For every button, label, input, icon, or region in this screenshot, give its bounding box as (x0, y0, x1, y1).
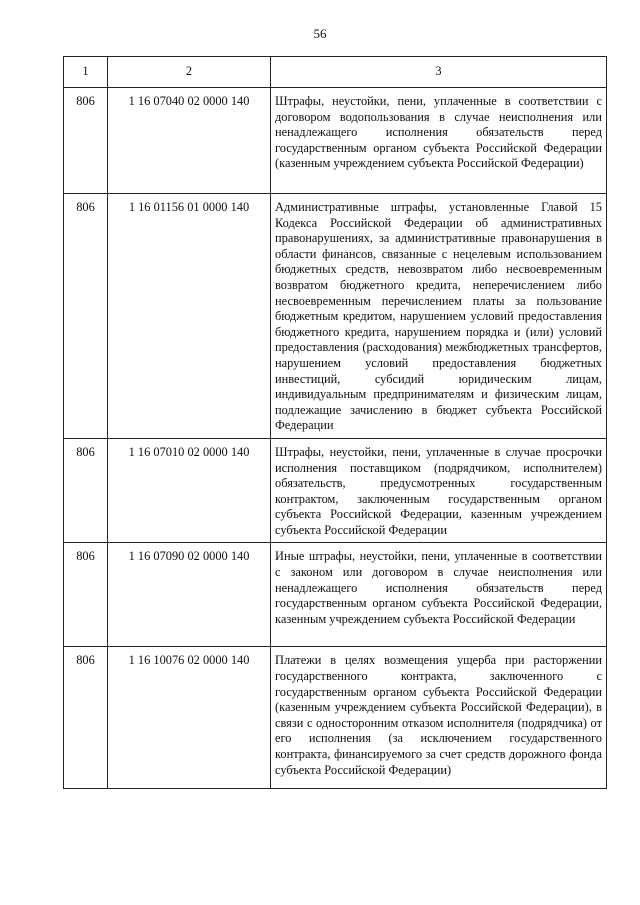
description-cell: Административные штрафы, установленные Главой 15 Кодекса Российской Федерации об административных правонарушениях, за административные правонарушения в области финансов, связанные с нецелевым использованием бюджетных средств, невозвратом либо несвоевременным возвратом бюджетного кредита, неперечислением либо несвоевременным перечислением платы за пользование бюджетным кредитом, нарушением условий предоставления бюджетного кредита, нарушением порядка и (или) условий предоставления (расходования) межбюджетных трансфертов, нарушением условий предоставления бюджетных инвестиций, субсидий юридическим лицам, индивидуальным предпринимателям и физическим лицам, подлежащие зачислению в бюджет субъекта Российской Федерации (271, 194, 607, 439)
admin-code-cell: 806 (64, 543, 108, 647)
admin-code-cell: 806 (64, 647, 108, 789)
income-code-cell: 1 16 07090 02 0000 140 (108, 543, 271, 647)
income-code-cell: 1 16 10076 02 0000 140 (108, 647, 271, 789)
table-row (64, 543, 607, 647)
table-row (64, 647, 607, 789)
income-code-cell: 1 16 01156 01 0000 140 (108, 194, 271, 439)
column-header-1: 1 (64, 57, 108, 88)
page-number: 56 (313, 26, 327, 41)
description-cell: Штрафы, неустойки, пени, уплаченные в соответствии с договором водопользования в случае неисполнения или ненадлежащего исполнения обязательств перед государственным органом субъекта Российской Федерации (казенным учреждением субъекта Российской Федерации) (271, 88, 607, 194)
admin-code-cell: 806 (64, 438, 108, 543)
admin-code-cell: 806 (64, 88, 108, 194)
admin-code-cell: 806 (64, 194, 108, 439)
table-row (64, 194, 607, 439)
income-code-cell: 1 16 07040 02 0000 140 (108, 88, 271, 194)
table-header-row (64, 57, 607, 88)
table-row (64, 88, 607, 194)
description-cell: Штрафы, неустойки, пени, уплаченные в случае просрочки исполнения поставщиком (подрядчиком, исполнителем) обязательств, предусмотренных государственным контрактом, заключенным государственным органом субъекта Российской Федерации, казенным учреждением субъекта Российской Федерации (271, 438, 607, 543)
column-header-2: 2 (108, 57, 271, 88)
income-codes-table (63, 56, 607, 789)
table-row (64, 438, 607, 543)
column-header-3: 3 (271, 57, 607, 88)
income-code-cell: 1 16 07010 02 0000 140 (108, 438, 271, 543)
description-cell: Платежи в целях возмещения ущерба при расторжении государственного контракта, заключенного с государственным органом субъекта Российской Федерации (казенным учреждением субъекта Российской Федерации), в связи с односторонним отказом исполнителя (подрядчика) от его исполнения (за исключением государственного контракта, финансируемого за счет средств дорожного фонда субъекта Российской Федерации) (271, 647, 607, 789)
description-cell: Иные штрафы, неустойки, пени, уплаченные в соответствии с законом или договором в случае неисполнения или ненадлежащего исполнения обязательств перед государственным органом субъекта Российской Федерации, казенным учреждением субъекта Российской Федерации (271, 543, 607, 647)
